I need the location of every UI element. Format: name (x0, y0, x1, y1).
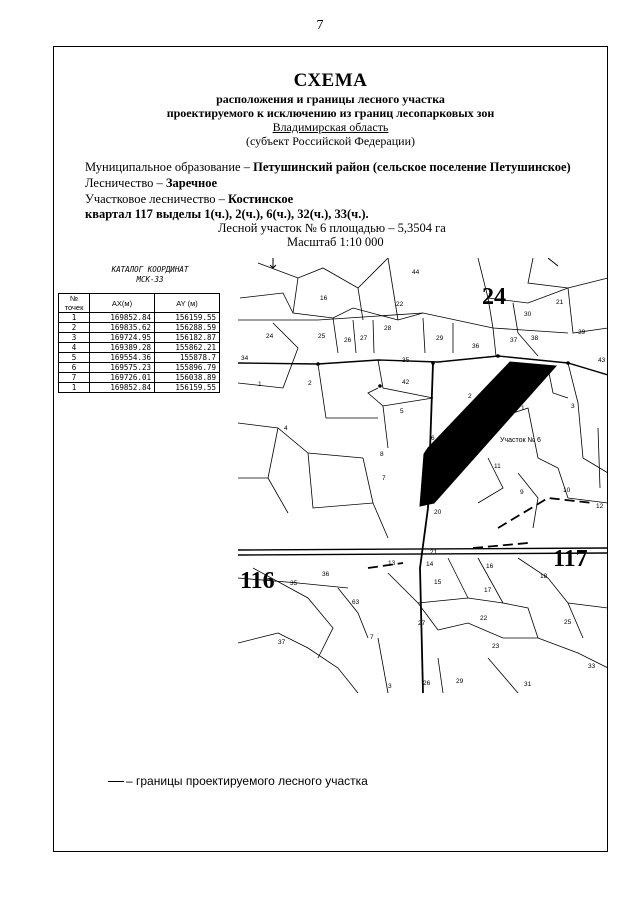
vydel-label: 31 (524, 681, 532, 688)
legend-line-icon (108, 781, 124, 782)
corner-arrow-icon (548, 258, 558, 266)
vydel-label: 1 (258, 381, 262, 388)
plot-line: Лесной участок № 6 площадью – 5,3504 га (218, 221, 446, 235)
vydel-label: 38 (531, 335, 539, 342)
table-row: 1 169852.84 156159.55 (59, 383, 220, 393)
vydel-label: 36 (322, 571, 330, 578)
vydel-label: 25 (318, 333, 326, 340)
vydel-label: 8 (380, 451, 384, 458)
vydel-label: 26 (344, 337, 352, 344)
quarter-label-24: 24 (482, 284, 506, 310)
vydel-label: 16 (320, 295, 328, 302)
vydel-label: 43 (598, 357, 606, 364)
vydel-label: 13 (388, 560, 396, 567)
vydel-label: 9 (520, 489, 524, 496)
vydel-label: 7 (370, 634, 374, 641)
vydel-label: 33 (588, 663, 596, 670)
subtitle-line-1: расположения и границы лесного участка (216, 92, 445, 106)
vydel-label: 25 (564, 619, 572, 626)
catalog-title: КАТАЛОГ КООРДИНАТ (111, 265, 189, 274)
plot-label: Участок № 6 (500, 437, 541, 444)
vydel-label: 12 (596, 503, 604, 510)
vydel-label: 44 (412, 269, 420, 276)
vydel-label: 6 (431, 435, 435, 442)
vydel-label: 2 (468, 393, 472, 400)
forest-plot-polygon (420, 362, 556, 506)
vydel-label: 21 (430, 549, 438, 556)
legend-text: – границы проектируемого лесного участка (126, 774, 368, 788)
district-line (85, 192, 293, 207)
table-row: 7 169726.01 156038.89 (59, 373, 220, 383)
col-number-header: № точек (59, 294, 90, 313)
vydel-label: 3 (571, 403, 575, 410)
forestry-line (85, 176, 217, 191)
table-row: 6 169575.23 155896.79 (59, 363, 220, 373)
quarter-label-116: 116 (240, 568, 275, 594)
vydel-label: 28 (384, 325, 392, 332)
main-boundary-line (420, 363, 433, 693)
forestry-value: Заречное (165, 176, 217, 190)
municipality-line (85, 160, 571, 175)
vydel-label: 20 (434, 509, 442, 516)
vydel-label: 2 (308, 380, 312, 387)
vydel-label: 24 (266, 333, 274, 340)
vydel-label: 3 (388, 683, 392, 690)
table-row: 4 169389.28 155862.21 (59, 343, 220, 353)
vydel-label: 37 (510, 337, 518, 344)
vydel-label: 27 (418, 620, 426, 627)
vydel-label: 27 (360, 335, 368, 342)
municipality-label: Муниципальное образование – (85, 160, 254, 174)
vydel-label: 29 (436, 335, 444, 342)
vydel-label: 1 (521, 405, 525, 412)
coordinates-table (58, 293, 220, 393)
vydel-label: 63 (352, 599, 360, 606)
vydel-label: 39 (578, 329, 586, 336)
region-note: (субъект Российской Федерации) (245, 134, 416, 148)
vydel-label: 14 (426, 561, 434, 568)
region-name: Владимирская область (272, 120, 389, 134)
municipality-value: Петушинский район (сельское поселение Петушинское) (253, 160, 571, 174)
forest-plot-map (238, 258, 608, 693)
vydel-label: 22 (480, 615, 488, 622)
scale-line: Масштаб 1:10 000 (287, 235, 384, 249)
vydel-label: 35 (402, 357, 410, 364)
subtitle-line-2: проектируемого к исключению из границ лесопарковых зон (166, 106, 495, 120)
vydel-label: 21 (556, 299, 564, 306)
vydel-label: 37 (278, 639, 286, 646)
vydel-label: 4 (284, 425, 288, 432)
table-row: 3 169724.95 156182.87 (59, 333, 220, 343)
vydel-label: 15 (434, 579, 442, 586)
catalog-system: МСК-33 (136, 275, 164, 284)
vydel-label: 5 (400, 408, 404, 415)
vydel-label: 18 (540, 573, 548, 580)
quarter-line: квартал 117 выделы 1(ч.), 2(ч.), 6(ч.), 32(ч.), 33(ч.). (85, 207, 369, 221)
vydel-label: 16 (486, 563, 494, 570)
district-value: Костинское (228, 192, 294, 206)
table-row: 1 169852.84 156159.55 (59, 313, 220, 323)
vydel-label: 29 (456, 678, 464, 685)
table-header-row (59, 294, 220, 313)
col-y-header: AY (м) (155, 294, 220, 313)
col-x-header: AX(м) (90, 294, 155, 313)
vydel-label: 22 (396, 301, 404, 308)
forestry-label: Лесничество – (85, 176, 166, 190)
quarter-label-117: 117 (553, 546, 588, 572)
document-title: СХЕМА (293, 70, 368, 91)
legend (108, 774, 368, 788)
vydel-label: 42 (402, 379, 410, 386)
vydel-label: 26 (423, 680, 431, 687)
vydel-label: 34 (241, 355, 249, 362)
vydel-label: 36 (472, 343, 480, 350)
vydel-label: 35 (290, 580, 298, 587)
district-label: Участковое лесничество – (85, 192, 229, 206)
table-row: 2 169835.62 156288.59 (59, 323, 220, 333)
vydel-label: 23 (492, 643, 500, 650)
north-arrow-icon (270, 258, 276, 268)
vydel-label: 10 (563, 487, 571, 494)
vydel-label: 17 (484, 587, 492, 594)
table-row: 5 169554.36 155878.7 (59, 353, 220, 363)
vydel-label: 11 (494, 463, 501, 470)
vydel-label: 7 (382, 475, 386, 482)
vydel-label: 30 (524, 311, 532, 318)
page-number: 7 (316, 18, 324, 33)
